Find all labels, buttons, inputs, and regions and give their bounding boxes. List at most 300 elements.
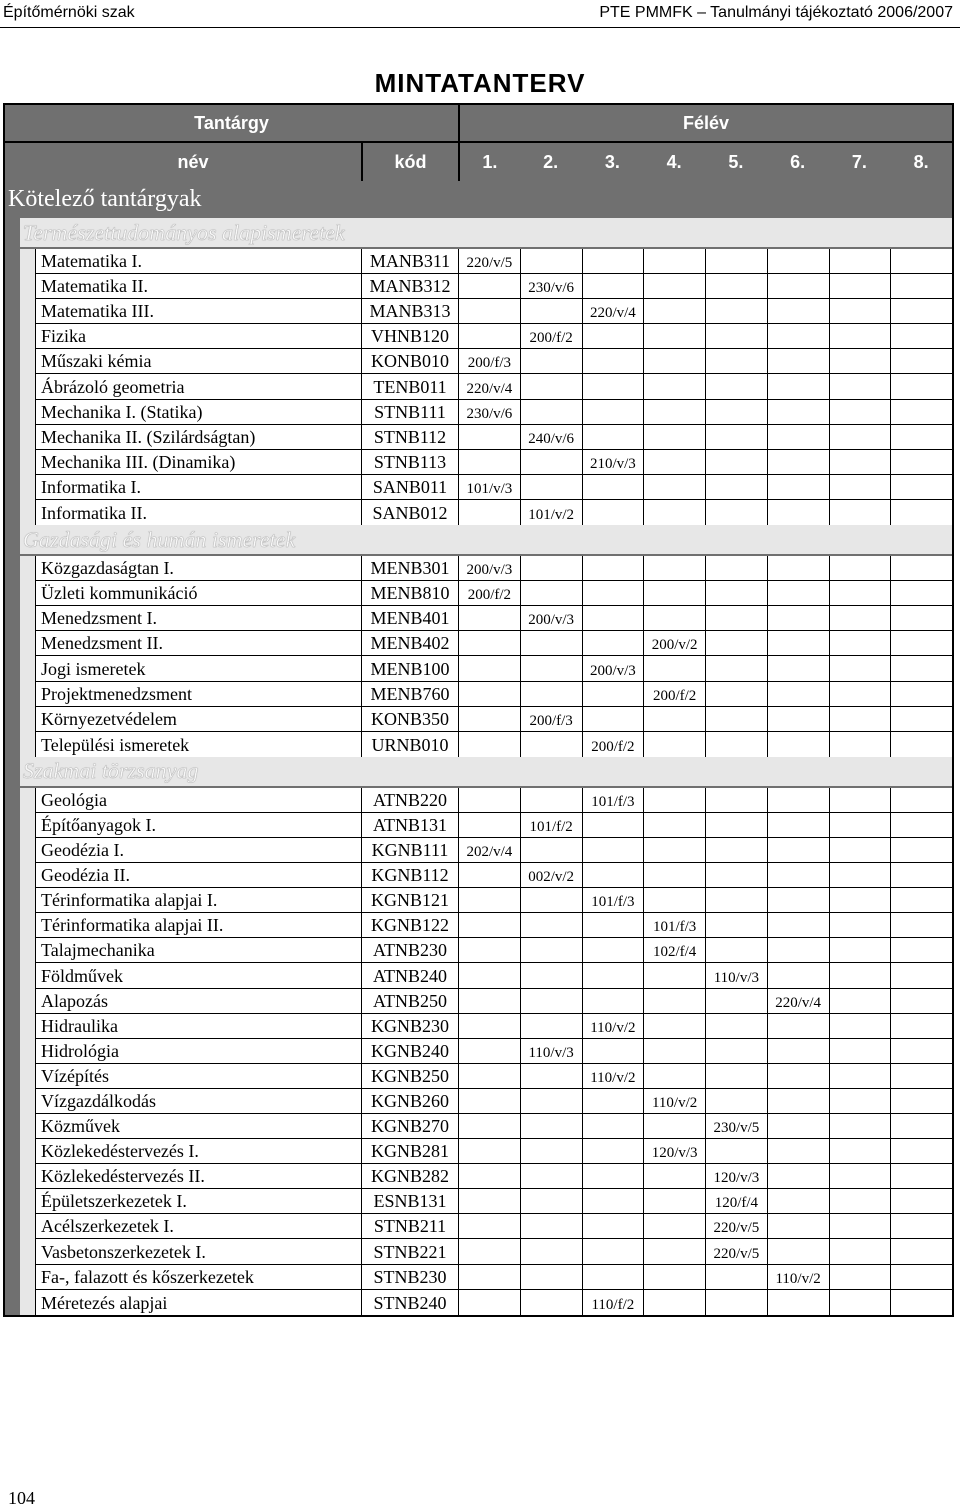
- subject-name: Közlekedéstervezés I.: [36, 1139, 362, 1163]
- semester-cell-2: [521, 1089, 583, 1113]
- semester-cell-1: 220/v/5: [459, 249, 521, 273]
- semester-cell-8: [891, 349, 953, 373]
- semester-cell-3: [583, 606, 645, 630]
- semester-cell-8: [891, 838, 953, 862]
- semester-cell-8: [891, 249, 953, 273]
- semester-cell-3: 200/v/3: [583, 656, 645, 680]
- semester-cell-8: [891, 1290, 953, 1315]
- header-semester-6: 6.: [790, 151, 806, 172]
- semester-cell-7: [830, 1014, 892, 1038]
- section-header: [5, 757, 952, 788]
- subject-name: Menedzsment II.: [36, 631, 362, 655]
- subject-code: KGNB112: [362, 863, 459, 887]
- semester-cell-2: [521, 374, 583, 398]
- table-row: [36, 374, 953, 399]
- semester-cell-5: [706, 682, 768, 706]
- semester-cell-6: 110/v/2: [768, 1265, 830, 1289]
- semester-cell-7: [830, 938, 892, 962]
- semester-cell-7: [830, 707, 892, 731]
- semester-cell-1: [459, 682, 521, 706]
- semester-cell-2: [521, 656, 583, 680]
- subject-name: Vasbetonszerkezetek I.: [36, 1239, 362, 1263]
- semester-cell-4: [644, 1114, 706, 1138]
- semester-cell-3: [583, 989, 645, 1013]
- subject-name: Épületszerkezetek I.: [36, 1189, 362, 1213]
- semester-cell-4: [644, 1064, 706, 1088]
- semester-cell-1: [459, 324, 521, 348]
- semester-cell-1: [459, 656, 521, 680]
- semester-cell-4: [644, 1014, 706, 1038]
- semester-cell-6: [768, 1039, 830, 1063]
- semester-cell-6: [768, 631, 830, 655]
- semester-cell-3: [583, 400, 645, 424]
- semester-cell-2: [521, 400, 583, 424]
- subject-name: Fizika: [36, 324, 362, 348]
- table-row: [36, 631, 953, 656]
- subject-code: ATNB250: [362, 989, 459, 1013]
- semester-cell-2: 200/v/3: [521, 606, 583, 630]
- semester-cell-5: [706, 863, 768, 887]
- semester-cell-2: [521, 888, 583, 912]
- semester-cell-1: [459, 1014, 521, 1038]
- subject-code: MANB311: [362, 249, 459, 273]
- semester-cell-2: [521, 450, 583, 474]
- table-header-row-2: [5, 143, 952, 181]
- semester-cell-5: [706, 349, 768, 373]
- semester-cell-1: [459, 863, 521, 887]
- semester-cell-4: [644, 888, 706, 912]
- subject-name: Acélszerkezetek I.: [36, 1214, 362, 1238]
- semester-cell-7: [830, 606, 892, 630]
- semester-cell-8: [891, 631, 953, 655]
- subject-name: Műszaki kémia: [36, 349, 362, 373]
- semester-cell-7: [830, 274, 892, 298]
- semester-cell-4: [644, 274, 706, 298]
- semester-cell-3: [583, 581, 645, 605]
- semester-cell-2: [521, 1114, 583, 1138]
- semester-cell-5: [706, 732, 768, 757]
- subject-code: MENB402: [362, 631, 459, 655]
- semester-cell-7: [830, 349, 892, 373]
- semester-cell-2: [521, 299, 583, 323]
- semester-cell-1: [459, 732, 521, 757]
- semester-cell-2: [521, 1164, 583, 1188]
- semester-cell-7: [830, 500, 892, 525]
- semester-cell-4: [644, 732, 706, 757]
- semester-cell-5: 230/v/5: [706, 1114, 768, 1138]
- semester-cell-2: [521, 682, 583, 706]
- semester-cell-8: [891, 913, 953, 937]
- semester-cell-2: 230/v/6: [521, 274, 583, 298]
- semester-cell-2: 101/v/2: [521, 500, 583, 525]
- semester-cell-4: [644, 656, 706, 680]
- semester-cell-1: [459, 1114, 521, 1138]
- subject-code: STNB112: [362, 425, 459, 449]
- semester-cell-4: [644, 1290, 706, 1315]
- semester-cell-5: 120/f/4: [706, 1189, 768, 1213]
- semester-cell-5: [706, 425, 768, 449]
- semester-cell-6: [768, 606, 830, 630]
- semester-cell-5: [706, 813, 768, 837]
- semester-cell-5: [706, 913, 768, 937]
- subject-code: ATNB131: [362, 813, 459, 837]
- semester-cell-1: [459, 1164, 521, 1188]
- semester-cell-6: [768, 500, 830, 525]
- table-row: [36, 1164, 953, 1189]
- semester-cell-4: [644, 249, 706, 273]
- semester-cell-3: [583, 838, 645, 862]
- semester-cell-4: [644, 1214, 706, 1238]
- sections: [5, 218, 952, 1315]
- header-semester-4: 4.: [666, 151, 682, 172]
- semester-cell-6: [768, 913, 830, 937]
- subject-code: SANB012: [362, 500, 459, 525]
- semester-cell-6: [768, 888, 830, 912]
- semester-cell-6: [768, 1164, 830, 1188]
- semester-cell-8: [891, 938, 953, 962]
- subject-code: MENB401: [362, 606, 459, 630]
- semester-cell-1: [459, 631, 521, 655]
- semester-cell-5: [706, 324, 768, 348]
- semester-cell-6: [768, 475, 830, 499]
- semester-cell-6: [768, 349, 830, 373]
- semester-cell-4: [644, 606, 706, 630]
- semester-cell-6: [768, 682, 830, 706]
- subject-code: STNB113: [362, 450, 459, 474]
- semester-cell-8: [891, 475, 953, 499]
- semester-cell-4: [644, 374, 706, 398]
- semester-cell-6: [768, 1189, 830, 1213]
- semester-cell-8: [891, 788, 953, 812]
- semester-cell-7: [830, 1239, 892, 1263]
- semester-cell-7: [830, 556, 892, 580]
- semester-cell-7: [830, 475, 892, 499]
- semester-cell-8: [891, 813, 953, 837]
- semester-cell-4: [644, 707, 706, 731]
- semester-cell-6: [768, 425, 830, 449]
- semester-cell-3: [583, 1239, 645, 1263]
- subject-name: Mechanika II. (Szilárdságtan): [36, 425, 362, 449]
- semester-cell-6: [768, 1139, 830, 1163]
- table-row: [36, 556, 953, 581]
- semester-cell-4: [644, 299, 706, 323]
- table-row: [36, 1139, 953, 1164]
- semester-cell-3: 110/f/2: [583, 1290, 645, 1315]
- header-semester: Félév: [458, 105, 952, 141]
- table-row: [36, 732, 953, 757]
- semester-cell-3: [583, 631, 645, 655]
- semester-cell-6: [768, 838, 830, 862]
- semester-cell-1: [459, 1239, 521, 1263]
- subject-name: Geodézia II.: [36, 863, 362, 887]
- table-row: [36, 475, 953, 500]
- subject-code: KGNB260: [362, 1089, 459, 1113]
- semester-cell-1: 200/f/3: [459, 349, 521, 373]
- semester-cell-5: [706, 1290, 768, 1315]
- subject-code: MENB301: [362, 556, 459, 580]
- semester-cell-3: 101/f/3: [583, 888, 645, 912]
- semester-cell-3: [583, 500, 645, 525]
- subject-name: Közlekedéstervezés II.: [36, 1164, 362, 1188]
- subject-name: Matematika I.: [36, 249, 362, 273]
- subject-code: STNB240: [362, 1290, 459, 1315]
- semester-cell-1: [459, 1214, 521, 1238]
- semester-cell-8: [891, 299, 953, 323]
- semester-cell-1: [459, 299, 521, 323]
- header-divider: [0, 27, 960, 28]
- subject-code: MENB100: [362, 656, 459, 680]
- semester-cell-8: [891, 1114, 953, 1138]
- semester-cell-2: [521, 249, 583, 273]
- semester-cell-3: 210/v/3: [583, 450, 645, 474]
- subject-name: Talajmechanika: [36, 938, 362, 962]
- semester-cell-3: [583, 813, 645, 837]
- semester-cell-7: [830, 788, 892, 812]
- table-header-row-1: [5, 105, 952, 143]
- semester-cell-1: [459, 450, 521, 474]
- semester-cell-5: [706, 374, 768, 398]
- semester-cell-3: [583, 274, 645, 298]
- section-title: Természettudományos alapismeretek: [23, 219, 345, 245]
- semester-cell-4: [644, 863, 706, 887]
- subject-code: MENB760: [362, 682, 459, 706]
- header-subject: Tantárgy: [194, 112, 269, 133]
- table-row: [36, 581, 953, 606]
- table-row: [36, 1265, 953, 1290]
- semester-cell-3: [583, 938, 645, 962]
- semester-cell-3: [583, 349, 645, 373]
- semester-cell-7: [830, 1089, 892, 1113]
- semester-cell-4: [644, 450, 706, 474]
- semester-cell-4: [644, 556, 706, 580]
- semester-cell-5: 220/v/5: [706, 1214, 768, 1238]
- semester-cell-1: 101/v/3: [459, 475, 521, 499]
- semester-cell-8: [891, 606, 953, 630]
- subject-name: Informatika I.: [36, 475, 362, 499]
- semester-cell-5: 120/v/3: [706, 1164, 768, 1188]
- semester-cell-5: [706, 475, 768, 499]
- semester-cell-6: [768, 1064, 830, 1088]
- subject-code: MENB810: [362, 581, 459, 605]
- semester-cell-7: [830, 631, 892, 655]
- semester-cell-3: [583, 707, 645, 731]
- section-header: [5, 218, 952, 249]
- semester-cell-1: 220/v/4: [459, 374, 521, 398]
- semester-cell-1: [459, 989, 521, 1013]
- semester-cell-2: [521, 556, 583, 580]
- semester-cell-8: [891, 274, 953, 298]
- semester-cell-8: [891, 682, 953, 706]
- subject-name: Közművek: [36, 1114, 362, 1138]
- semester-cell-2: [521, 349, 583, 373]
- table-row: [36, 500, 953, 525]
- semester-cell-3: 200/f/2: [583, 732, 645, 757]
- semester-cell-6: [768, 556, 830, 580]
- semester-cell-7: [830, 1164, 892, 1188]
- table-row: [36, 913, 953, 938]
- semester-cell-6: [768, 1239, 830, 1263]
- semester-cell-8: [891, 1239, 953, 1263]
- subject-code: KONB350: [362, 707, 459, 731]
- semester-cell-6: [768, 299, 830, 323]
- semester-cell-4: [644, 838, 706, 862]
- semester-cell-5: 110/v/3: [706, 963, 768, 987]
- semester-cell-5: [706, 631, 768, 655]
- semester-cell-2: [521, 1214, 583, 1238]
- semester-cell-7: [830, 1290, 892, 1315]
- subject-code: KGNB122: [362, 913, 459, 937]
- semester-cell-4: [644, 989, 706, 1013]
- semester-cell-7: [830, 249, 892, 273]
- semester-cell-3: [583, 1164, 645, 1188]
- semester-cell-7: [830, 656, 892, 680]
- subject-name: Fa-, falazott és kőszerkezetek: [36, 1265, 362, 1289]
- semester-cell-1: 230/v/6: [459, 400, 521, 424]
- table-row: [36, 1089, 953, 1114]
- semester-cell-3: [583, 1139, 645, 1163]
- semester-cell-2: [521, 788, 583, 812]
- semester-cell-1: [459, 606, 521, 630]
- subject-code: STNB111: [362, 400, 459, 424]
- table-row: [36, 938, 953, 963]
- semester-cell-7: [830, 913, 892, 937]
- semester-cell-2: [521, 475, 583, 499]
- subject-name: Informatika II.: [36, 500, 362, 525]
- semester-cell-2: [521, 1139, 583, 1163]
- subject-code: MANB313: [362, 299, 459, 323]
- subject-code: URNB010: [362, 732, 459, 757]
- semester-cell-5: [706, 1039, 768, 1063]
- semester-cell-5: [706, 989, 768, 1013]
- semester-cell-2: 002/v/2: [521, 863, 583, 887]
- table-row: [36, 1290, 953, 1315]
- semester-cell-7: [830, 813, 892, 837]
- semester-cell-4: [644, 400, 706, 424]
- semester-cell-1: [459, 500, 521, 525]
- subject-code: ESNB131: [362, 1189, 459, 1213]
- section-rows: [5, 788, 952, 1315]
- table-row: [36, 1039, 953, 1064]
- semester-cell-3: [583, 682, 645, 706]
- semester-cell-2: [521, 1265, 583, 1289]
- semester-cell-7: [830, 581, 892, 605]
- table-row: [36, 656, 953, 681]
- semester-cell-3: 110/v/2: [583, 1014, 645, 1038]
- semester-cell-1: 200/f/2: [459, 581, 521, 605]
- table-row: [36, 249, 953, 274]
- semester-cell-3: [583, 1214, 645, 1238]
- semester-cell-4: 200/v/2: [644, 631, 706, 655]
- section-header: [5, 525, 952, 556]
- table-row: [36, 299, 953, 324]
- semester-cell-8: [891, 656, 953, 680]
- subject-name: Jogi ismeretek: [36, 656, 362, 680]
- semester-cell-5: [706, 938, 768, 962]
- semester-cell-5: [706, 500, 768, 525]
- semester-cell-4: 102/f/4: [644, 938, 706, 962]
- subject-name: Geodézia I.: [36, 838, 362, 862]
- semester-cell-6: [768, 400, 830, 424]
- semester-cell-3: [583, 425, 645, 449]
- header-name: név: [177, 151, 209, 172]
- semester-cell-1: [459, 1089, 521, 1113]
- semester-cell-7: [830, 400, 892, 424]
- semester-cell-7: [830, 1114, 892, 1138]
- semester-cell-1: [459, 1265, 521, 1289]
- semester-cell-2: 200/f/2: [521, 324, 583, 348]
- section-rows: [5, 556, 952, 757]
- semester-cell-7: [830, 863, 892, 887]
- semester-cell-7: [830, 732, 892, 757]
- semester-cell-4: [644, 1239, 706, 1263]
- subject-code: KGNB250: [362, 1064, 459, 1088]
- semester-cell-4: [644, 963, 706, 987]
- semester-cell-4: [644, 349, 706, 373]
- semester-cell-3: [583, 1189, 645, 1213]
- semester-cell-5: [706, 606, 768, 630]
- semester-cell-4: [644, 581, 706, 605]
- subject-name: Üzleti kommunikáció: [36, 581, 362, 605]
- subject-name: Matematika III.: [36, 299, 362, 323]
- semester-cell-7: [830, 838, 892, 862]
- header-semester-5: 5.: [728, 151, 744, 172]
- semester-cell-2: 101/f/2: [521, 813, 583, 837]
- semester-cell-8: [891, 556, 953, 580]
- subject-name: Környezetvédelem: [36, 707, 362, 731]
- semester-cell-3: [583, 324, 645, 348]
- semester-cell-4: 120/v/3: [644, 1139, 706, 1163]
- table-row: [36, 274, 953, 299]
- semester-cell-3: 101/f/3: [583, 788, 645, 812]
- subject-code: KGNB230: [362, 1014, 459, 1038]
- subject-name: Méretezés alapjai: [36, 1290, 362, 1315]
- subject-name: Mechanika I. (Statika): [36, 400, 362, 424]
- semester-cell-3: [583, 475, 645, 499]
- semester-cell-8: [891, 888, 953, 912]
- semester-cell-7: [830, 425, 892, 449]
- semester-cell-5: [706, 707, 768, 731]
- semester-cell-1: [459, 707, 521, 731]
- table-row: [36, 1189, 953, 1214]
- table-row: [36, 349, 953, 374]
- table-row: [36, 989, 953, 1014]
- table-row: [36, 788, 953, 813]
- semester-cell-7: [830, 374, 892, 398]
- subject-code: KGNB240: [362, 1039, 459, 1063]
- semester-cell-6: [768, 1014, 830, 1038]
- semester-cell-8: [891, 374, 953, 398]
- semester-cell-3: [583, 863, 645, 887]
- semester-cell-7: [830, 888, 892, 912]
- semester-cell-1: 200/v/3: [459, 556, 521, 580]
- table-row: [36, 682, 953, 707]
- semester-cell-6: [768, 374, 830, 398]
- semester-cell-6: [768, 656, 830, 680]
- semester-cell-1: [459, 938, 521, 962]
- semester-cell-7: [830, 1265, 892, 1289]
- section-rows: [5, 249, 952, 525]
- semester-cell-6: [768, 249, 830, 273]
- semester-cell-4: [644, 1039, 706, 1063]
- curriculum-table: [3, 103, 954, 1317]
- semester-cell-1: [459, 1290, 521, 1315]
- table-row: [36, 606, 953, 631]
- semester-cell-6: [768, 274, 830, 298]
- semester-cell-2: [521, 1290, 583, 1315]
- semester-cell-7: [830, 989, 892, 1013]
- semester-cell-1: [459, 813, 521, 837]
- semester-cell-8: [891, 1064, 953, 1088]
